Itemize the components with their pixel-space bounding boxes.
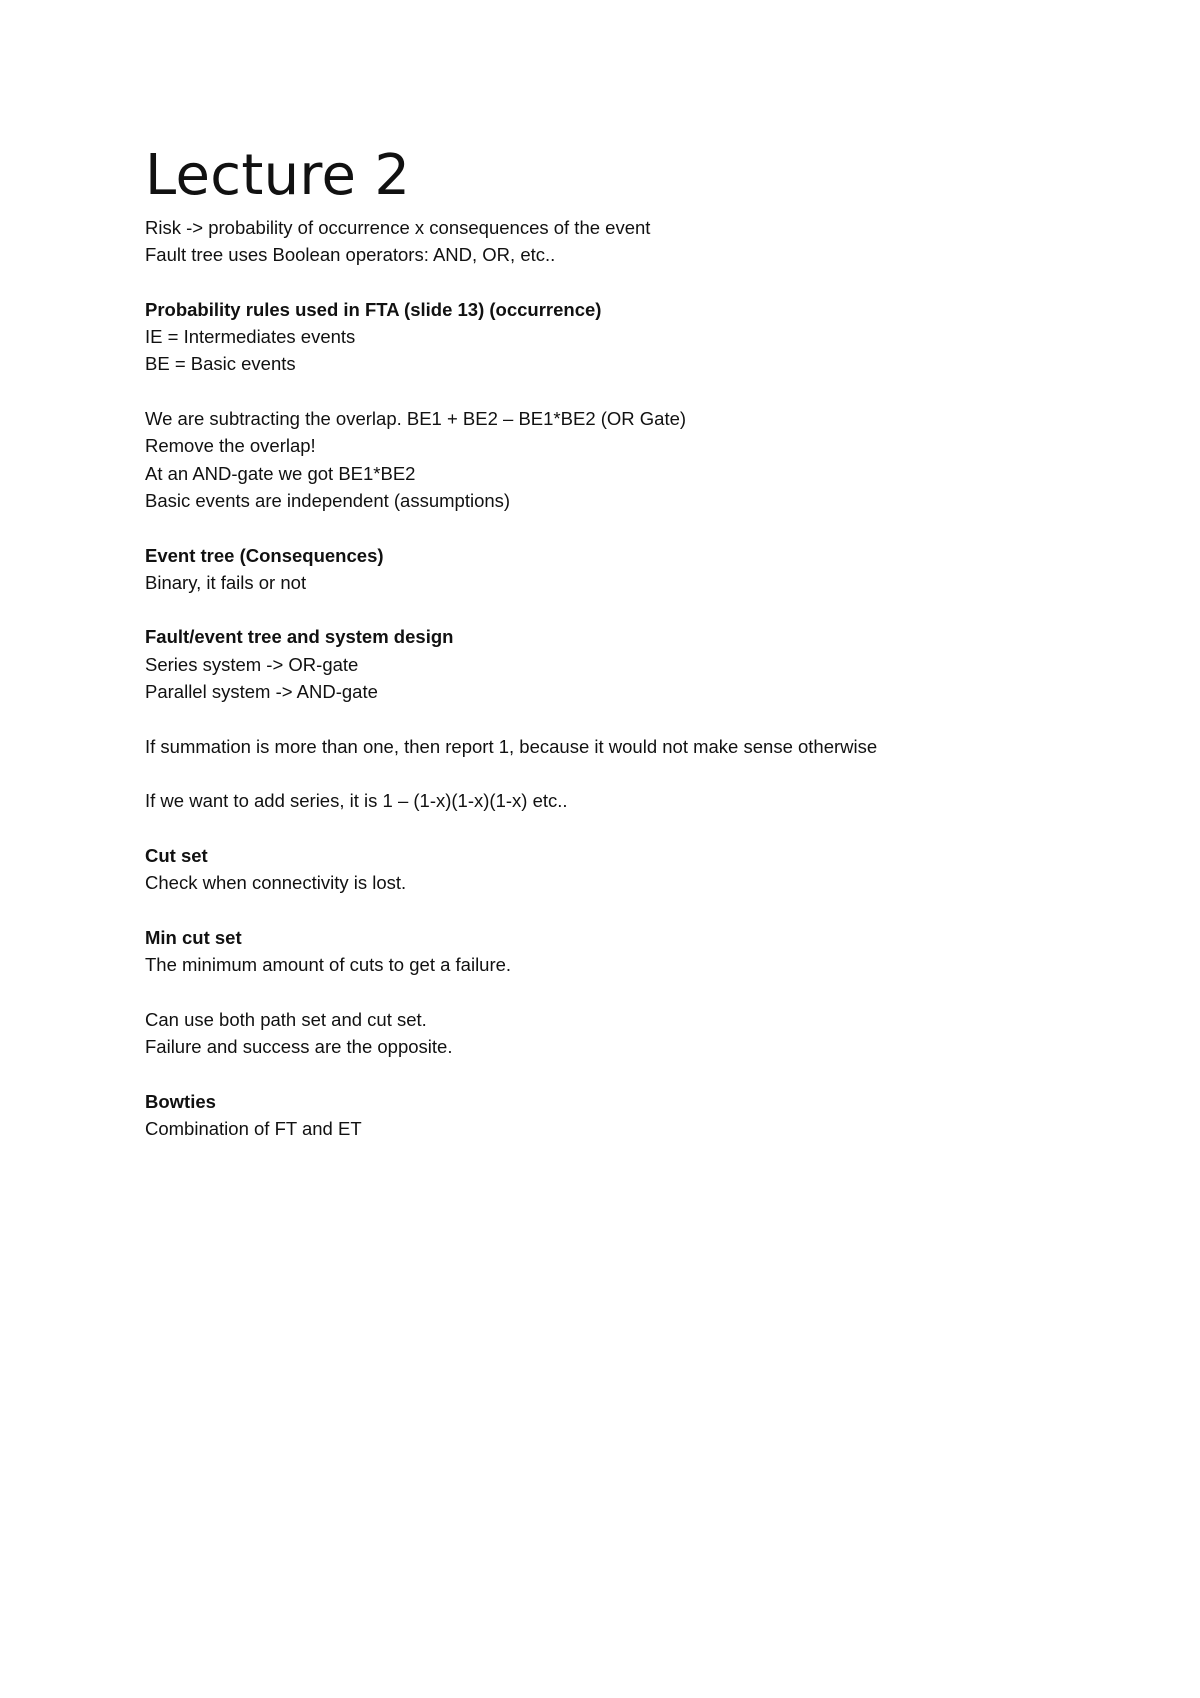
blank-line [145, 378, 1125, 405]
text-line: Check when connectivity is lost. [145, 872, 407, 894]
blank-line [145, 978, 1125, 1005]
text-line: Binary, it fails or not [145, 571, 307, 593]
blank-line [145, 269, 1125, 296]
text-line: Parallel system -> AND-gate [145, 681, 378, 703]
text-line: Series system -> OR-gate [145, 653, 359, 675]
section-heading: Probability rules used in FTA (slide 13) (occurrence) [145, 298, 602, 320]
text-line: Failure and success are the opposite. [145, 1035, 453, 1057]
section-heading: Min cut set [145, 926, 242, 948]
blank-line [145, 514, 1125, 541]
blank-line [145, 815, 1125, 842]
text-line: If summation is more than one, then report 1, because it would not make sense otherwise [145, 735, 878, 757]
text-line: BE = Basic events [145, 353, 296, 375]
document-body [145, 140, 1125, 1142]
blank-line [145, 596, 1125, 623]
section-heading: Fault/event tree and system design [145, 626, 454, 648]
text-line: The minimum amount of cuts to get a failure. [145, 954, 512, 976]
text-line: Can use both path set and cut set. [145, 1008, 427, 1030]
text-line: Risk -> probability of occurrence x consequences of the event [145, 217, 651, 238]
blank-line [145, 1060, 1125, 1087]
text-lines [145, 214, 1125, 1142]
section-heading: Bowties [145, 1090, 216, 1112]
page-title: Lecture 2 [145, 143, 411, 208]
text-line: Basic events are independent (assumptions) [145, 489, 511, 511]
text-line: IE = Intermediates events [145, 326, 356, 348]
blank-line [145, 896, 1125, 923]
text-line: If we want to add series, it is 1 – (1-x)(1-x)(1-x) etc.. [145, 790, 568, 812]
text-line: Combination of FT and ET [145, 1117, 362, 1139]
text-line: Remove the overlap! [145, 435, 316, 457]
section-heading: Event tree (Consequences) [145, 544, 384, 566]
blank-line [145, 760, 1125, 787]
text-line: At an AND-gate we got BE1*BE2 [145, 462, 416, 484]
text-line: Fault tree uses Boolean operators: AND, OR, etc.. [145, 244, 556, 266]
text-line: We are subtracting the overlap. BE1 + BE2 – BE1*BE2 (OR Gate) [145, 408, 687, 430]
section-heading: Cut set [145, 844, 208, 866]
blank-line [145, 705, 1125, 732]
